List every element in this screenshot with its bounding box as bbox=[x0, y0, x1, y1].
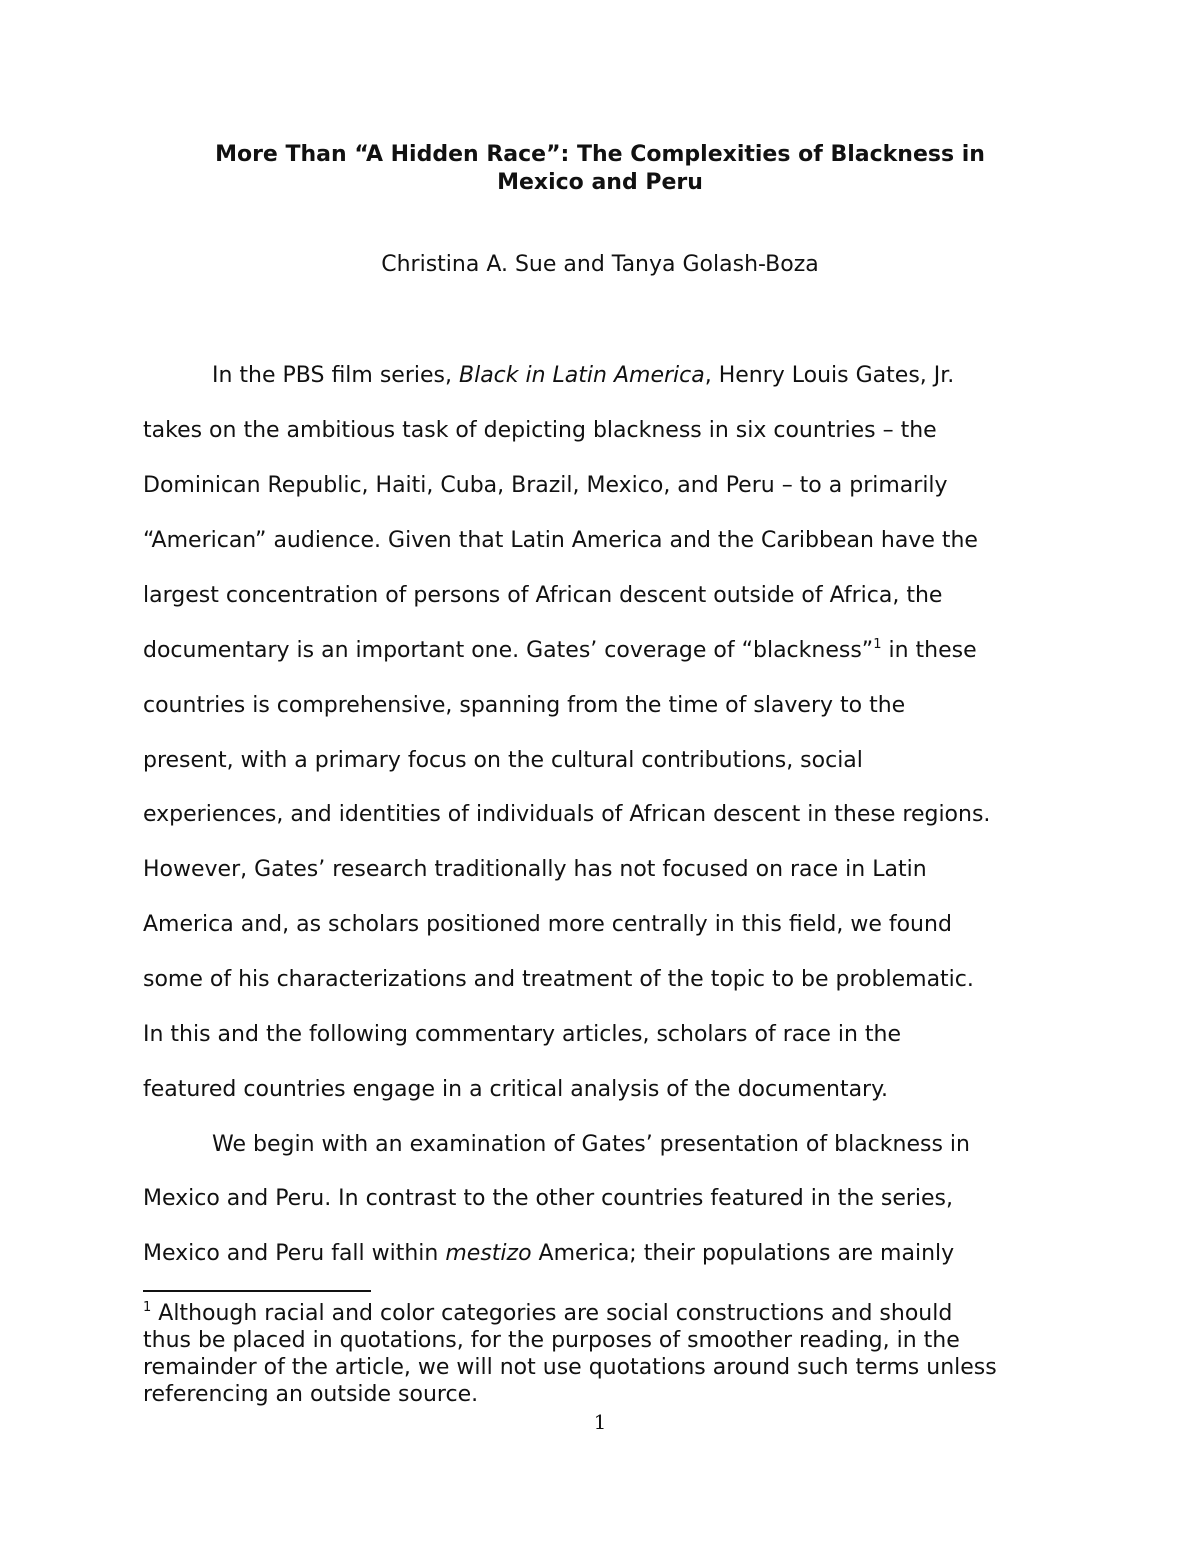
body-line bbox=[143, 1240, 954, 1268]
author-line: Christina A. Sue and Tanya Golash-Boza bbox=[381, 252, 819, 277]
body-line: We begin with an examination of Gates’ presentation of blackness in bbox=[212, 1132, 970, 1157]
body-line: “American” audience. Given that Latin America and the Caribbean have the bbox=[143, 528, 978, 553]
body-line: In this and the following commentary articles, scholars of race in the bbox=[143, 1022, 902, 1047]
text-run: Although racial and color categories are social constructions and should bbox=[151, 1301, 953, 1326]
body-line: However, Gates’ research traditionally has not focused on race in Latin bbox=[143, 857, 927, 882]
page-number: 1 bbox=[593, 1410, 607, 1434]
body-line: America and, as scholars positioned more centrally in this field, we found bbox=[143, 912, 952, 937]
footnote-line: thus be placed in quotations, for the purposes of smoother reading, in the bbox=[143, 1328, 960, 1353]
text-run: , Henry Louis Gates, Jr. bbox=[704, 363, 955, 388]
body-line: some of his characterizations and treatment of the topic to be problematic. bbox=[143, 967, 974, 992]
title-line-2: Mexico and Peru bbox=[497, 170, 703, 195]
body-line: experiences, and identities of individuals of African descent in these regions. bbox=[143, 802, 991, 827]
document-title bbox=[100, 141, 1100, 197]
text-run: Mexico and Peru fall within bbox=[143, 1241, 446, 1266]
body-line: featured countries engage in a critical analysis of the documentary. bbox=[143, 1077, 888, 1102]
body-line bbox=[212, 362, 954, 390]
footnote-line bbox=[143, 1300, 952, 1327]
footnote-line: remainder of the article, we will not use quotations around such terms unless bbox=[143, 1355, 997, 1380]
footnote-line: referencing an outside source. bbox=[143, 1382, 479, 1407]
text-run: documentary is an important one. Gates’ coverage of “blackness” bbox=[143, 638, 874, 663]
mestizo-italic: mestizo bbox=[445, 1241, 532, 1266]
body-line: Mexico and Peru. In contrast to the other countries featured in the series, bbox=[143, 1186, 954, 1211]
body-line: Dominican Republic, Haiti, Cuba, Brazil, Mexico, and Peru – to a primarily bbox=[143, 473, 948, 498]
body-line: largest concentration of persons of African descent outside of Africa, the bbox=[143, 583, 943, 608]
body-line: takes on the ambitious task of depicting blackness in six countries – the bbox=[143, 418, 937, 443]
footnote-reference[interactable]: 1 bbox=[873, 637, 882, 652]
text-run: in these bbox=[881, 638, 977, 663]
body-line: present, with a primary focus on the cultural contributions, social bbox=[143, 748, 863, 773]
text-run: America; their populations are mainly bbox=[531, 1241, 955, 1266]
footnote-marker: 1 bbox=[143, 1300, 152, 1315]
title-line-1: More Than “A Hidden Race”: The Complexities of Blackness in bbox=[215, 142, 985, 167]
film-title-italic: Black in Latin America bbox=[458, 363, 705, 388]
footnote-separator bbox=[143, 1290, 371, 1292]
body-line bbox=[143, 637, 977, 665]
text-run: In the PBS film series, bbox=[212, 363, 459, 388]
body-line: countries is comprehensive, spanning from the time of slavery to the bbox=[143, 693, 906, 718]
